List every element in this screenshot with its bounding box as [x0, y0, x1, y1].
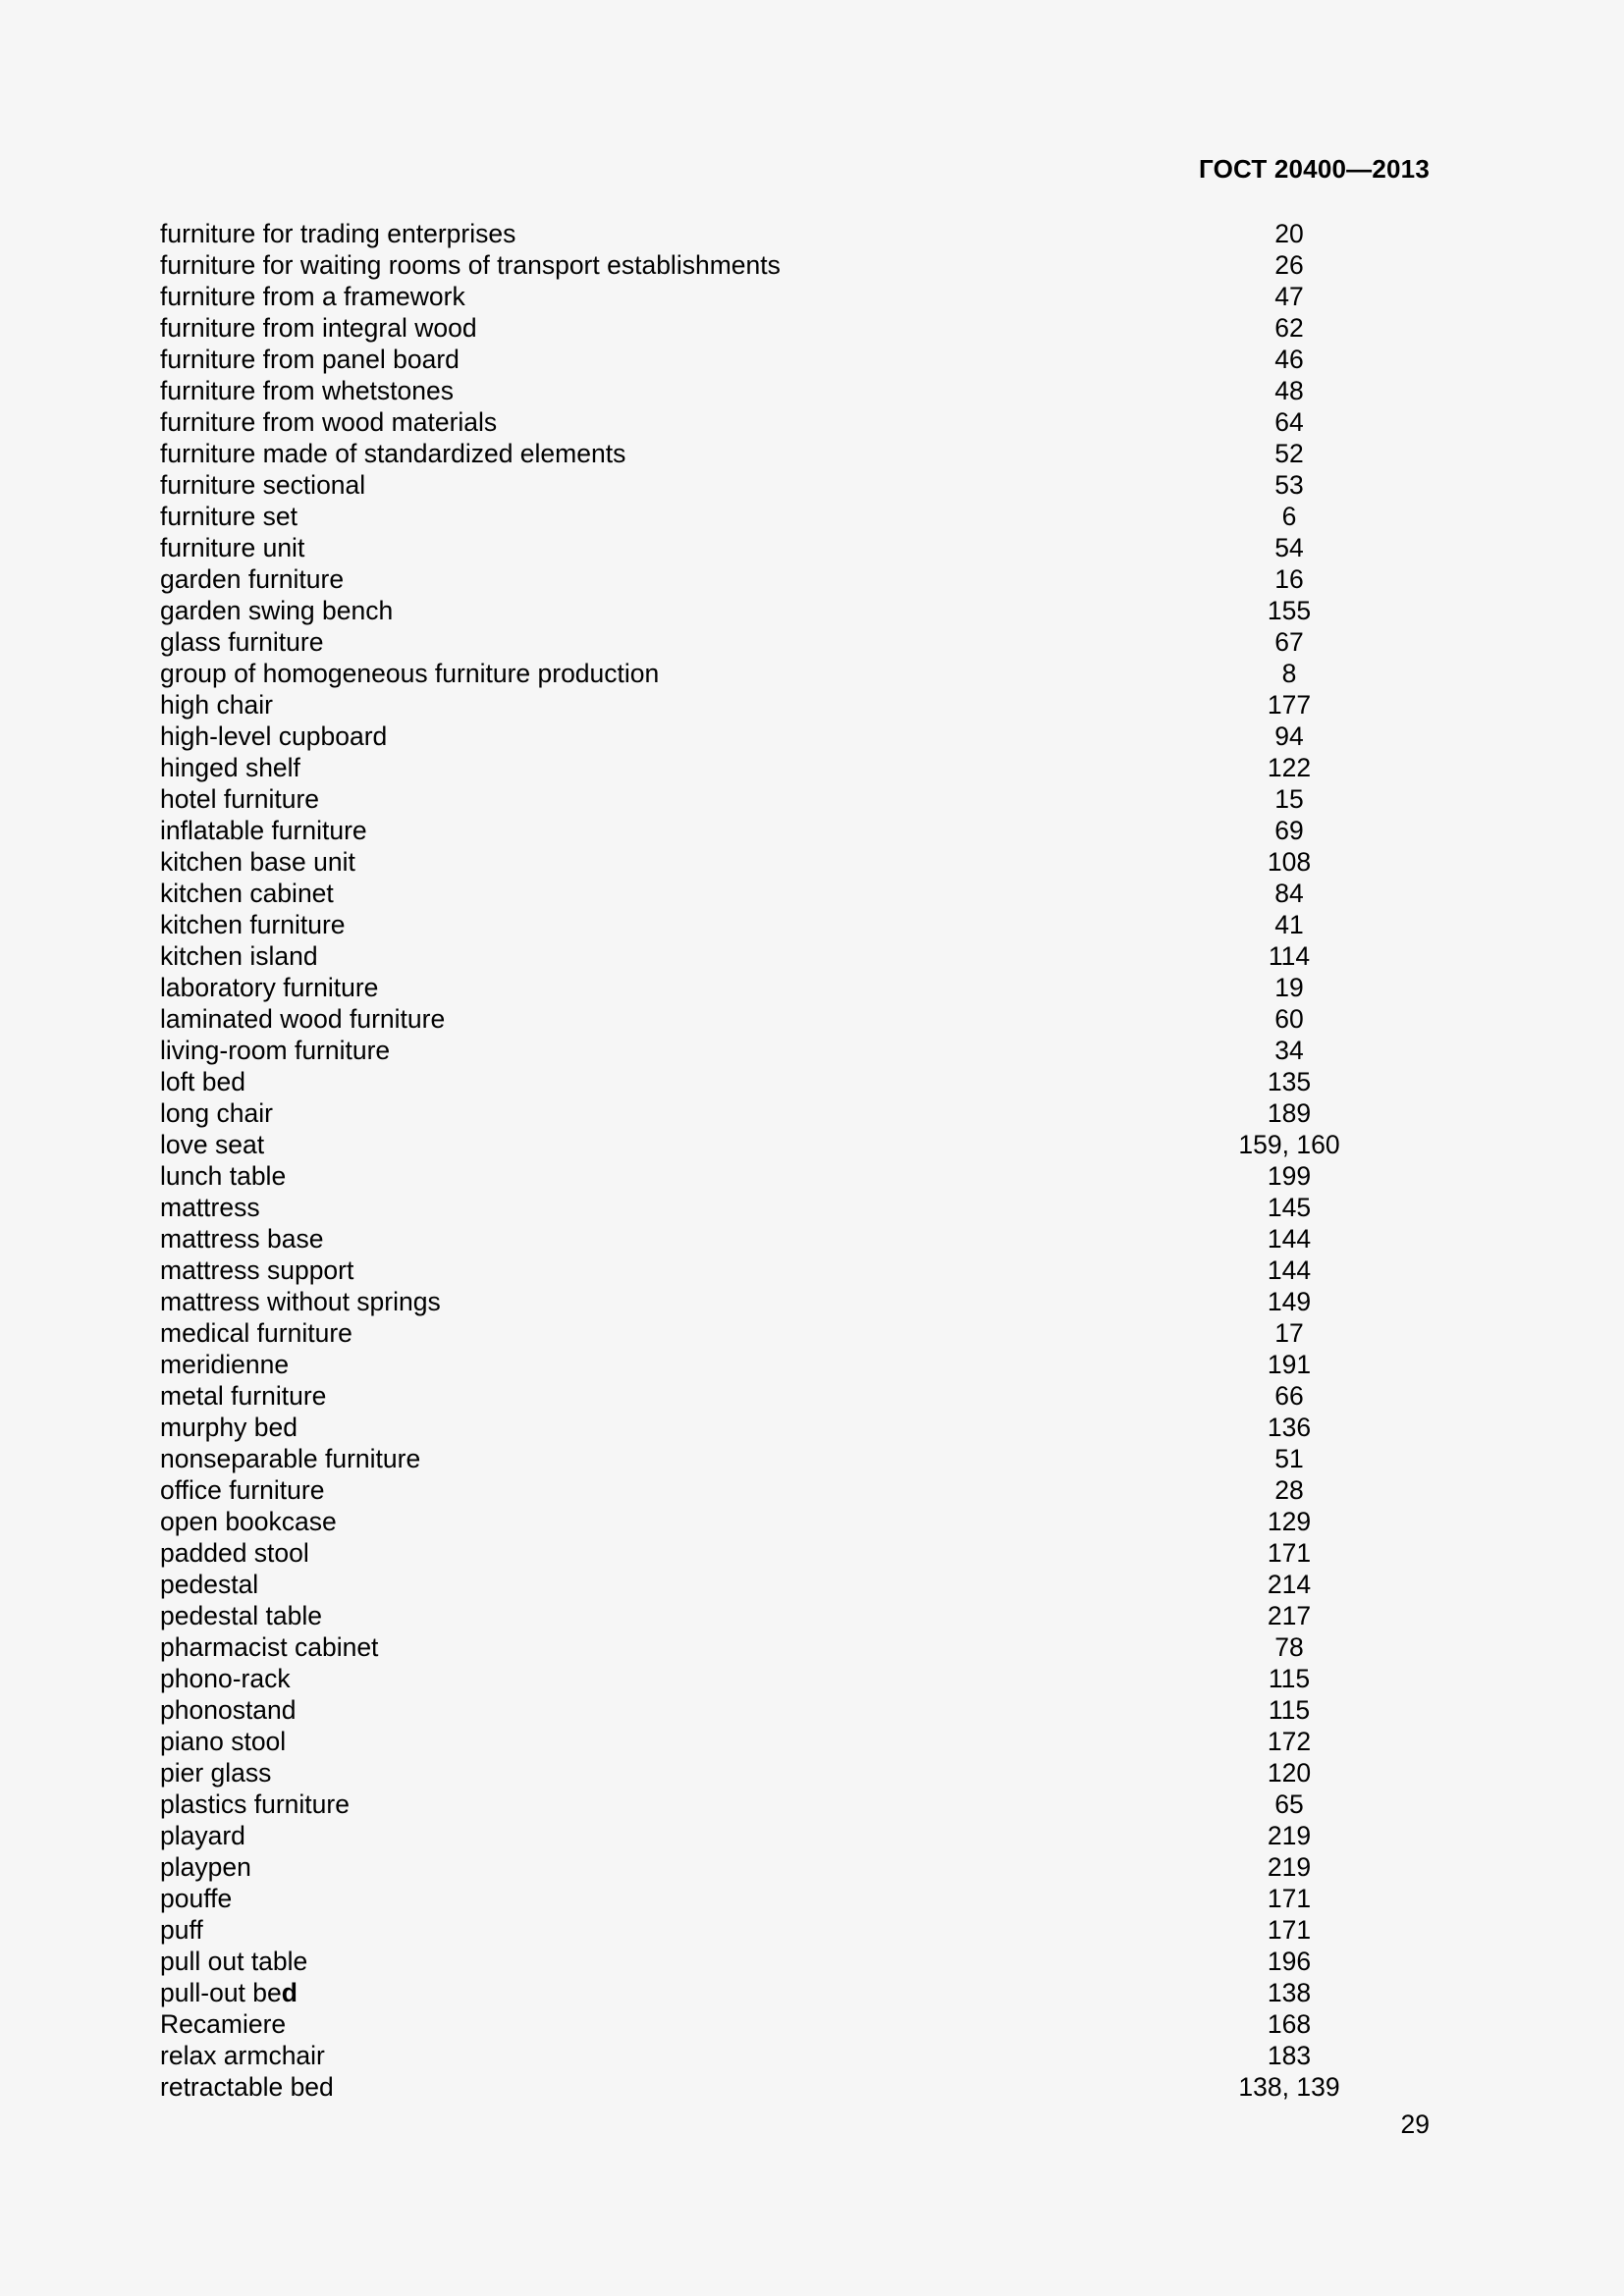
index-term: medical furniture [160, 1318, 352, 1348]
index-term: pedestal [160, 1570, 259, 1599]
index-term: kitchen base unit [160, 847, 355, 877]
index-reference: 67 [1274, 627, 1304, 657]
index-entry [160, 1977, 1312, 2008]
index-reference: 171 [1267, 1538, 1312, 1568]
index-list [160, 218, 1340, 2103]
index-term: Recamiere [160, 2009, 287, 2039]
index-reference: 138 [1267, 1978, 1312, 2007]
index-reference: 108 [1267, 847, 1312, 877]
index-reference: 138, 139 [1238, 2072, 1340, 2102]
index-reference: 129 [1267, 1507, 1312, 1536]
index-term: meridienne [160, 1350, 290, 1379]
index-term: high-level cupboard [160, 721, 388, 751]
index-entry [160, 1349, 1312, 1380]
index-term: pouffe [160, 1884, 233, 1913]
index-entry [160, 846, 1312, 878]
index-term: furniture made of standardized elements [160, 439, 626, 468]
index-reference: 172 [1267, 1727, 1312, 1756]
index-entry [160, 721, 1304, 752]
index-entry [160, 878, 1304, 909]
index-reference: 168 [1267, 2009, 1312, 2039]
index-entry [160, 1537, 1312, 1569]
index-entry [160, 752, 1312, 783]
index-entry [160, 344, 1304, 375]
index-reference: 171 [1267, 1884, 1312, 1913]
index-reference: 155 [1267, 596, 1312, 625]
index-entry [160, 1160, 1312, 1192]
index-term: relax armchair [160, 2041, 325, 2070]
index-reference: 199 [1267, 1161, 1312, 1191]
index-entry [160, 532, 1304, 563]
index-entry [160, 1569, 1312, 1600]
index-term: furniture from integral wood [160, 313, 477, 343]
index-reference: 28 [1274, 1475, 1304, 1505]
index-term: plastics furniture [160, 1789, 350, 1819]
index-entry [160, 1883, 1312, 1914]
index-term: open bookcase [160, 1507, 337, 1536]
index-entry [160, 1663, 1311, 1694]
index-term: kitchen cabinet [160, 879, 334, 908]
index-reference: 47 [1274, 282, 1304, 311]
index-entry [160, 1820, 1312, 1851]
index-entry [160, 1726, 1312, 1757]
index-term: lunch table [160, 1161, 287, 1191]
index-entry [160, 281, 1304, 312]
index-reference: 78 [1274, 1632, 1304, 1662]
index-reference: 114 [1268, 941, 1311, 971]
index-reference: 144 [1267, 1224, 1312, 1254]
index-reference: 17 [1274, 1318, 1304, 1348]
index-entry [160, 1317, 1304, 1349]
index-term: love seat [160, 1130, 265, 1159]
index-term: padded stool [160, 1538, 309, 1568]
index-term: glass furniture [160, 627, 324, 657]
index-entry [160, 1223, 1312, 1255]
index-entry [160, 406, 1304, 438]
index-reference: 171 [1267, 1915, 1312, 1945]
index-entry [160, 1506, 1312, 1537]
index-entry [160, 469, 1304, 501]
index-term: furniture from panel board [160, 345, 460, 374]
index-term: living-room furniture [160, 1036, 391, 1065]
index-reference: 120 [1267, 1758, 1312, 1788]
index-reference: 135 [1267, 1067, 1312, 1096]
index-entry [160, 375, 1304, 406]
index-entry [160, 1443, 1304, 1474]
index-term: laboratory furniture [160, 973, 379, 1002]
index-reference: 115 [1268, 1664, 1311, 1693]
index-entry [160, 1412, 1312, 1443]
index-entry [160, 1097, 1312, 1129]
index-entry [160, 1255, 1312, 1286]
index-term: pedestal table [160, 1601, 323, 1630]
index-reference: 15 [1274, 784, 1304, 814]
index-entry [160, 1474, 1304, 1506]
index-term: garden furniture [160, 564, 345, 594]
index-reference: 65 [1274, 1789, 1304, 1819]
index-term: playard [160, 1821, 245, 1850]
index-reference: 149 [1267, 1287, 1312, 1316]
index-reference: 122 [1267, 753, 1312, 782]
index-reference: 219 [1267, 1821, 1312, 1850]
index-entry [160, 249, 1304, 281]
index-entry [160, 1757, 1312, 1789]
index-term: garden swing bench [160, 596, 394, 625]
index-entry [160, 783, 1304, 815]
index-term: pull out table [160, 1947, 308, 1976]
index-entry [160, 689, 1312, 721]
index-term: phono-rack [160, 1664, 291, 1693]
index-reference: 6 [1281, 502, 1297, 531]
index-entry [160, 1946, 1312, 1977]
index-reference: 19 [1274, 973, 1304, 1002]
index-reference: 217 [1267, 1601, 1312, 1630]
index-entry [160, 2071, 1340, 2103]
index-reference: 177 [1267, 690, 1312, 720]
index-entry [160, 1789, 1304, 1820]
index-term: inflatable furniture [160, 816, 367, 845]
index-reference: 51 [1274, 1444, 1304, 1473]
index-reference: 214 [1267, 1570, 1312, 1599]
index-term: group of homogeneous furniture production [160, 659, 660, 688]
index-reference: 189 [1267, 1098, 1312, 1128]
index-term: mattress [160, 1193, 260, 1222]
index-term: furniture sectional [160, 470, 366, 500]
index-term: puff [160, 1915, 203, 1945]
index-entry [160, 658, 1297, 689]
index-reference: 144 [1267, 1255, 1312, 1285]
index-reference: 66 [1274, 1381, 1304, 1411]
index-reference: 196 [1267, 1947, 1312, 1976]
index-reference: 8 [1281, 659, 1297, 688]
index-term: furniture for trading enterprises [160, 219, 516, 248]
index-term: pharmacist cabinet [160, 1632, 379, 1662]
index-term: playpen [160, 1852, 251, 1882]
index-entry [160, 2040, 1312, 2071]
index-entry [160, 501, 1297, 532]
index-reference: 145 [1267, 1193, 1312, 1222]
index-entry [160, 1066, 1312, 1097]
index-entry [160, 626, 1304, 658]
index-entry [160, 815, 1304, 846]
page-number: 29 [1400, 2109, 1430, 2139]
index-term: laminated wood furniture [160, 1004, 446, 1034]
index-term: mattress support [160, 1255, 354, 1285]
index-term: mattress base [160, 1224, 324, 1254]
document-header: ГОСТ 20400—2013 [1199, 154, 1430, 184]
index-term: metal furniture [160, 1381, 327, 1411]
index-term: furniture from whetstones [160, 376, 454, 405]
index-reference: 159, 160 [1238, 1130, 1340, 1159]
index-term: piano stool [160, 1727, 287, 1756]
index-reference: 53 [1274, 470, 1304, 500]
index-term: pull-out bed [160, 1978, 298, 2007]
index-entry [160, 1129, 1340, 1160]
index-entry [160, 909, 1304, 940]
index-term: kitchen island [160, 941, 318, 971]
index-entry [160, 1380, 1304, 1412]
index-reference: 183 [1267, 2041, 1312, 2070]
index-entry [160, 1035, 1304, 1066]
index-entry [160, 595, 1312, 626]
index-term: mattress without springs [160, 1287, 441, 1316]
index-reference: 48 [1274, 376, 1304, 405]
index-term: hotel furniture [160, 784, 320, 814]
index-reference: 94 [1274, 721, 1304, 751]
index-reference: 46 [1274, 345, 1304, 374]
index-term: furniture unit [160, 533, 305, 562]
index-entry [160, 1192, 1312, 1223]
index-entry [160, 1694, 1311, 1726]
index-entry [160, 1914, 1312, 1946]
index-entry [160, 940, 1311, 972]
index-reference: 60 [1274, 1004, 1304, 1034]
index-entry [160, 2008, 1312, 2040]
index-term: nonseparable furniture [160, 1444, 421, 1473]
index-term: pier glass [160, 1758, 272, 1788]
index-reference: 115 [1268, 1695, 1311, 1725]
index-term: loft bed [160, 1067, 245, 1096]
index-term: furniture for waiting rooms of transport establishments [160, 250, 781, 280]
index-reference: 34 [1274, 1036, 1304, 1065]
index-reference: 191 [1267, 1350, 1312, 1379]
index-reference: 52 [1274, 439, 1304, 468]
index-term: furniture set [160, 502, 298, 531]
index-entry [160, 972, 1304, 1003]
index-reference: 219 [1267, 1852, 1312, 1882]
index-term: office furniture [160, 1475, 325, 1505]
index-reference: 26 [1274, 250, 1304, 280]
index-entry [160, 438, 1304, 469]
index-term: long chair [160, 1098, 273, 1128]
index-term: high chair [160, 690, 273, 720]
index-entry [160, 218, 1304, 249]
index-reference: 84 [1274, 879, 1304, 908]
index-entry [160, 1851, 1312, 1883]
index-term: murphy bed [160, 1413, 298, 1442]
index-reference: 62 [1274, 313, 1304, 343]
index-term: furniture from wood materials [160, 407, 498, 437]
index-reference: 64 [1274, 407, 1304, 437]
index-entry [160, 1631, 1304, 1663]
index-reference: 41 [1274, 910, 1304, 939]
index-term: furniture from a framework [160, 282, 465, 311]
index-reference: 69 [1274, 816, 1304, 845]
index-entry [160, 1003, 1304, 1035]
index-entry [160, 1286, 1312, 1317]
index-reference: 136 [1267, 1413, 1312, 1442]
index-reference: 16 [1274, 564, 1304, 594]
index-term: hinged shelf [160, 753, 300, 782]
index-entry [160, 563, 1304, 595]
index-term: retractable bed [160, 2072, 334, 2102]
index-term: phonostand [160, 1695, 297, 1725]
index-entry [160, 1600, 1312, 1631]
index-entry [160, 312, 1304, 344]
index-reference: 54 [1274, 533, 1304, 562]
index-reference: 20 [1274, 219, 1304, 248]
index-term: kitchen furniture [160, 910, 346, 939]
